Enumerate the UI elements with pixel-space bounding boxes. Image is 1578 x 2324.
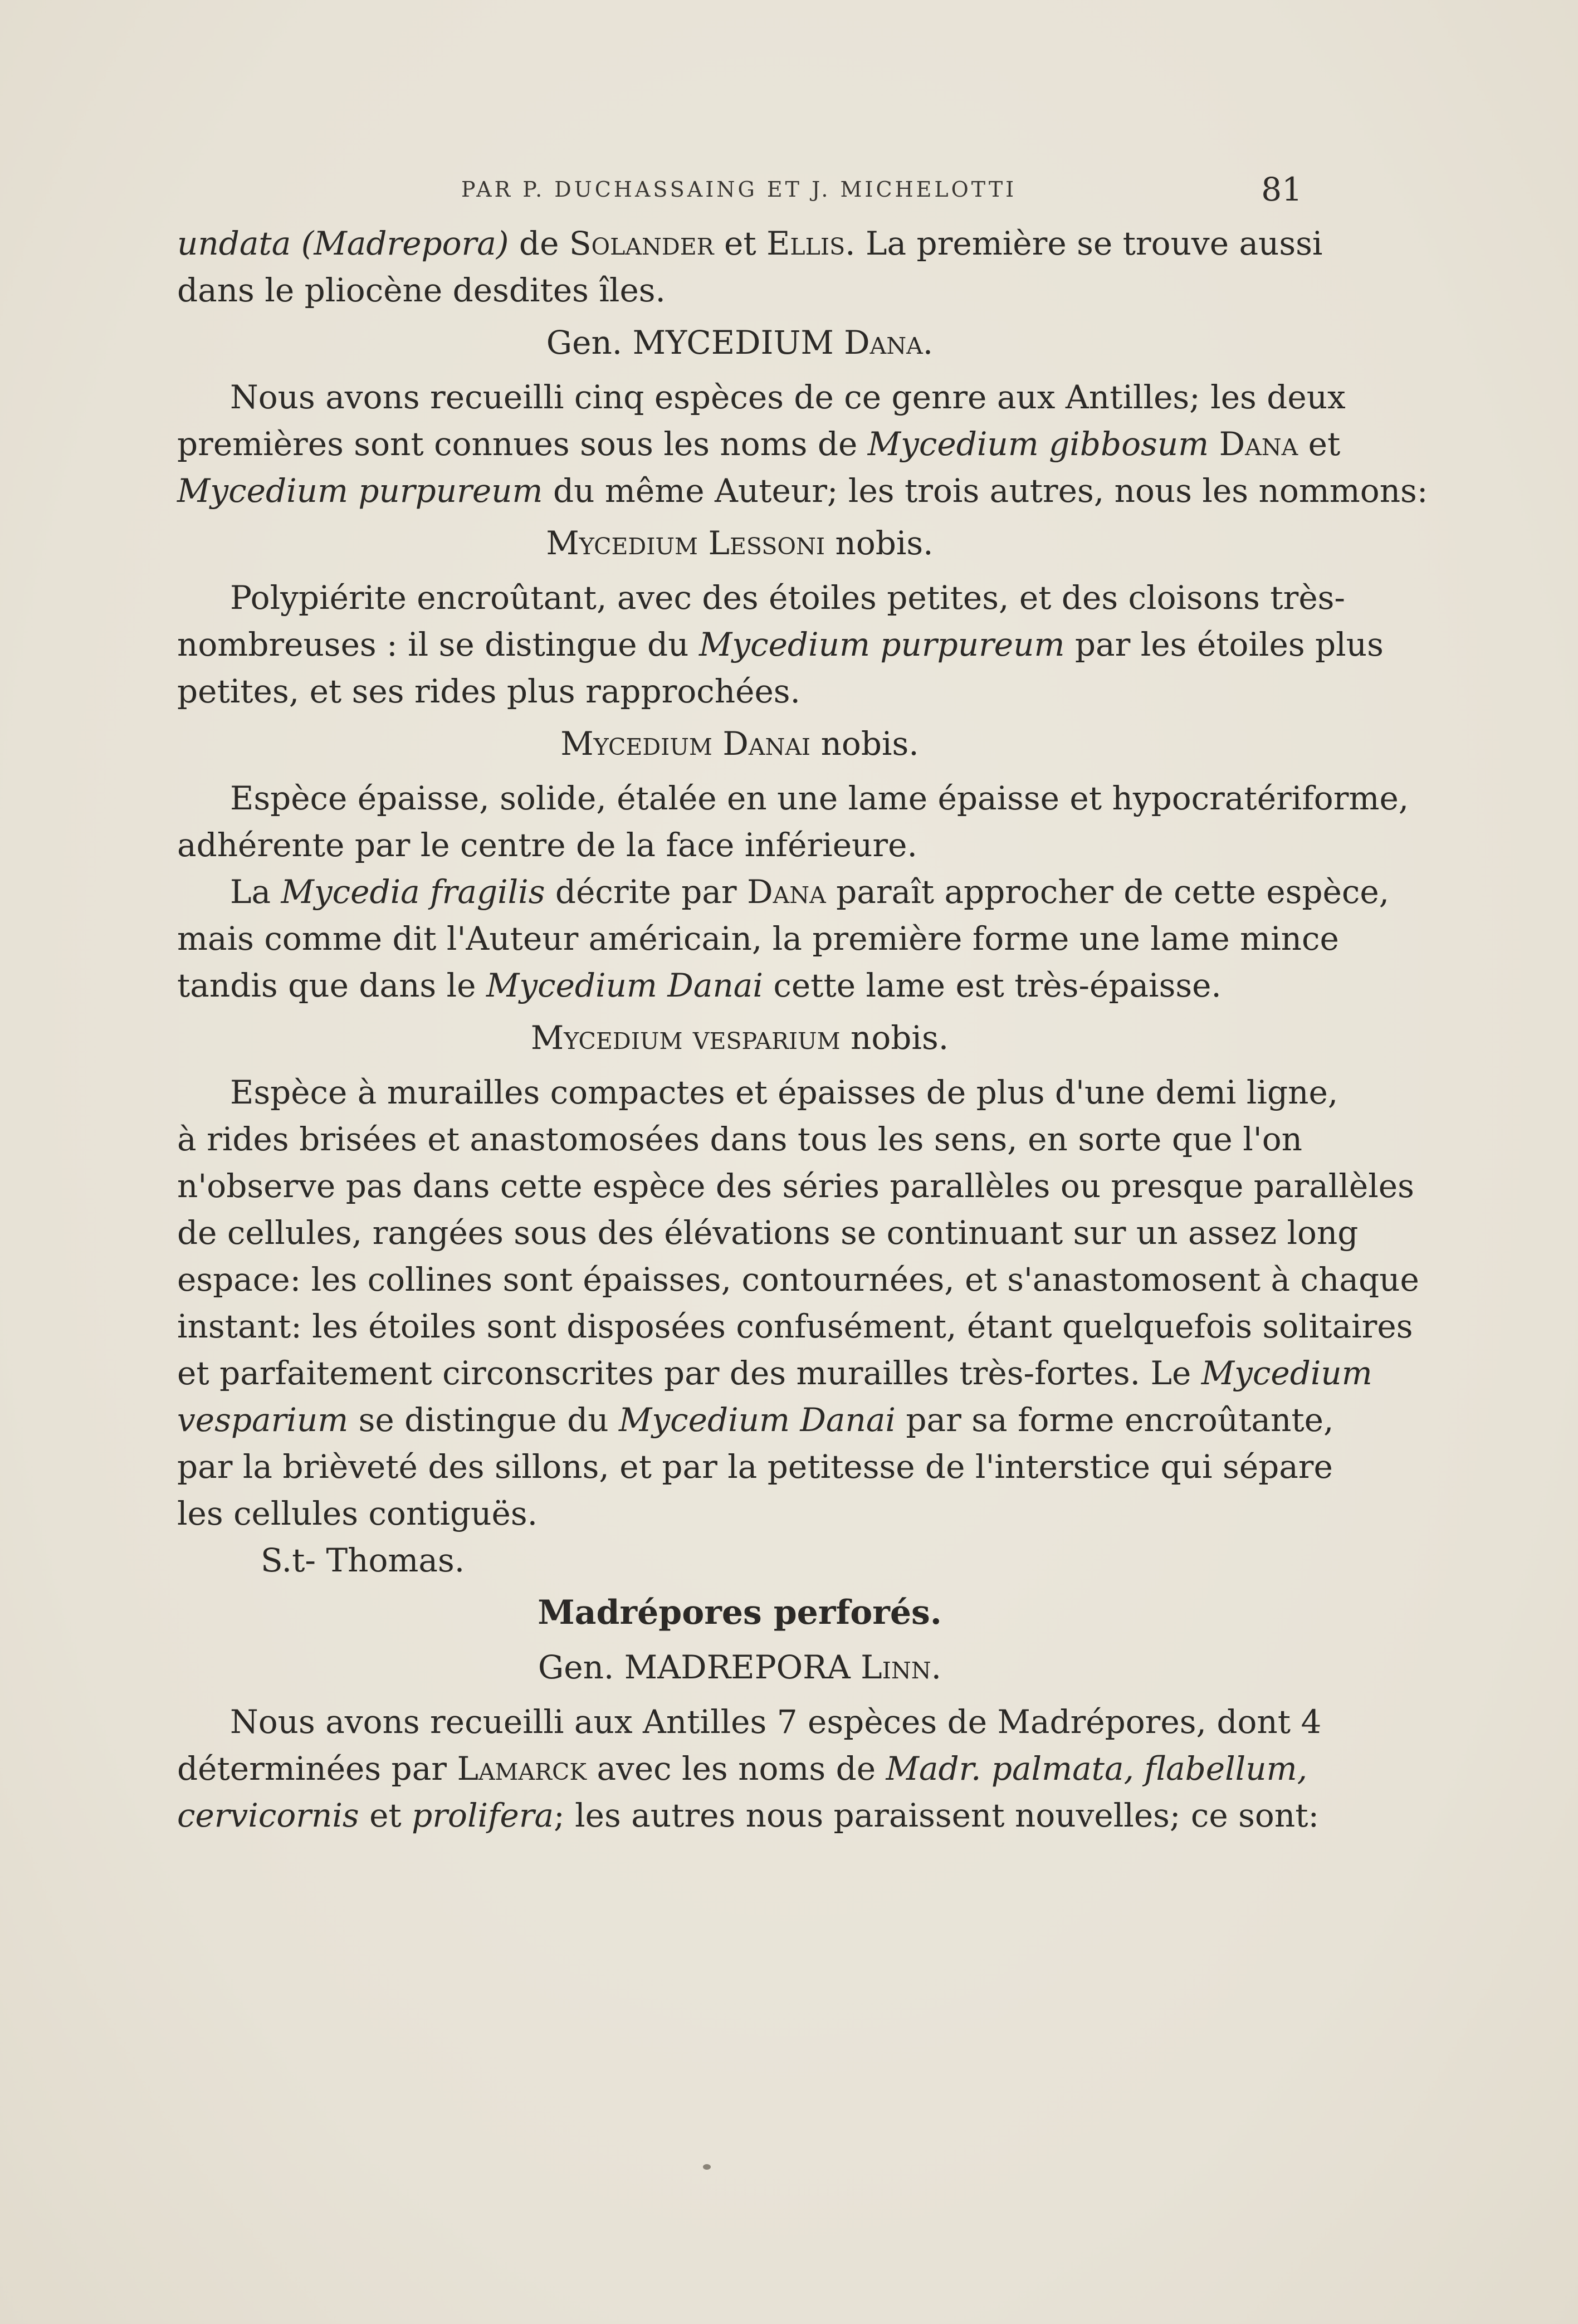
author-name: Lamarck — [457, 1750, 587, 1788]
text-line: Espèce à murailles compactes et épaisses de plus d'une demi ligne, — [230, 1073, 1338, 1111]
text-line: par la brièveté des sillons, et par la petitesse de l'interstice qui sépare — [177, 1448, 1333, 1486]
running-head — [177, 170, 1302, 211]
text-run: ; les autres nous paraissent nouvelles; ce sont: — [554, 1796, 1320, 1834]
author-name: Dana — [1219, 425, 1298, 463]
italic-term: undata (Madrepora) — [177, 224, 509, 262]
text-line — [177, 1792, 1320, 1839]
text-run: du même Auteur; les trois autres, nous les nommons: — [543, 472, 1428, 510]
text-run: et — [1298, 425, 1341, 463]
species-name: Mycedium Danai — [560, 725, 811, 763]
species-name: prolifera — [412, 1796, 554, 1834]
text-line: Espèce épaisse, solide, étalée en une lame épaisse et hypocratériforme, — [230, 779, 1409, 817]
author-name: Linn — [861, 1648, 931, 1686]
species-name: Madr. palmata, flabellum, — [886, 1750, 1308, 1788]
text-line — [177, 421, 1341, 467]
text-line — [177, 467, 1428, 514]
text-run: par sa forme encroûtante, — [895, 1401, 1334, 1439]
text-line — [177, 1397, 1334, 1443]
species-heading — [177, 1014, 1302, 1061]
text-run: nobis. — [810, 725, 919, 763]
text-run: tandis que dans le — [177, 966, 486, 1004]
text-run: de — [509, 224, 569, 262]
author-name: Dana — [747, 873, 826, 911]
text-line — [177, 868, 1390, 915]
species-name: Mycedium vesparium — [530, 1019, 841, 1057]
species-name: Mycedium purpureum — [698, 626, 1065, 663]
text-run: . La première se trouve aussi — [845, 224, 1323, 262]
genus-name: Gen. MADREPORA — [538, 1648, 861, 1686]
text-line: les cellules contiguës. — [177, 1495, 538, 1532]
text-run: décrite par — [545, 873, 748, 911]
text-line: Polypiérite encroûtant, avec des étoiles petites, et des cloisons très- — [230, 579, 1346, 617]
species-name: Mycedium gibbosum — [867, 425, 1209, 463]
text-line — [177, 220, 1323, 267]
species-name: cervicornis — [177, 1796, 359, 1834]
species-heading — [177, 720, 1302, 767]
text-line: de cellules, rangées sous des élévations se continuant sur un assez long — [177, 1214, 1359, 1252]
author-name: Solander — [569, 224, 714, 262]
text-run: et parfaitement circonscrites par des murailles très-fortes. Le — [177, 1354, 1201, 1392]
genus-heading — [177, 1644, 1302, 1691]
text-run: déterminées par — [177, 1750, 457, 1788]
text-line — [177, 1745, 1308, 1792]
text-line: n'observe pas dans cette espèce des séries parallèles ou presque parallèles — [177, 1167, 1414, 1205]
text-run: nobis. — [825, 524, 934, 562]
text-line: Nous avons recueilli cinq espèces de ce genre aux Antilles; les deux — [230, 378, 1346, 416]
text-line: instant: les étoiles sont disposées confusément, étant quelquefois solitaires — [177, 1307, 1413, 1345]
text-line: Nous avons recueilli aux Antilles 7 espèces de Madrépores, dont 4 — [230, 1703, 1322, 1741]
text-run: et — [359, 1796, 412, 1834]
species-heading — [177, 520, 1302, 567]
species-name: Mycedium Danai — [486, 966, 763, 1004]
text-run: nobis. — [840, 1019, 949, 1057]
text-run: La — [230, 873, 281, 911]
text-line: dans le pliocène desdites îles. — [177, 271, 666, 309]
text-line: adhérente par le centre de la face inférieure. — [177, 826, 917, 864]
ink-speck — [703, 2164, 711, 2170]
locality: S.t- Thomas. — [261, 1541, 465, 1579]
text-run: nombreuses : il se distingue du — [177, 626, 699, 663]
text-run: paraît approcher de cette espèce, — [825, 873, 1390, 911]
text-run: . — [931, 1648, 942, 1686]
running-title: PAR P. DUCHASSAING ET J. MICHELOTTI — [461, 177, 1017, 202]
author-name: Ellis — [766, 224, 846, 262]
genus-heading — [177, 319, 1302, 366]
species-name: Mycedium Lessoni — [546, 524, 825, 562]
text-line — [177, 621, 1384, 668]
section-title: Madrépores perforés. — [538, 1593, 942, 1632]
page-body — [177, 220, 1428, 1839]
text-run: par les étoiles plus — [1064, 626, 1384, 663]
text-run: . — [922, 324, 934, 362]
text-line: espace: les collines sont épaisses, contournées, et s'anastomosent à chaque — [177, 1261, 1419, 1298]
text-run: cette lame est très-épaisse. — [763, 966, 1222, 1004]
author-name: Dana — [844, 324, 923, 362]
text-line: mais comme dit l'Auteur américain, la première forme une lame mince — [177, 920, 1339, 958]
text-line — [177, 1350, 1372, 1397]
species-name: Mycedia fragilis — [281, 873, 545, 911]
text-run: premières sont connues sous les noms de — [177, 425, 868, 463]
page-number: 81 — [1261, 170, 1302, 208]
text-run: avec les noms de — [587, 1750, 886, 1788]
text-run: se distingue du — [348, 1401, 619, 1439]
species-name: Mycedium Danai — [618, 1401, 896, 1439]
genus-name: Gen. MYCEDIUM — [546, 324, 844, 362]
text-line: à rides brisées et anastomosées dans tous les sens, en sorte que l'on — [177, 1120, 1302, 1158]
text-line — [177, 962, 1302, 1009]
text-run — [1209, 425, 1219, 463]
species-name: Mycedium — [1201, 1354, 1372, 1392]
species-name: Mycedium purpureum — [177, 472, 543, 510]
species-name: vesparium — [177, 1401, 349, 1439]
text-line: petites, et ses rides plus rapprochées. — [177, 672, 800, 710]
text-run: et — [714, 224, 767, 262]
